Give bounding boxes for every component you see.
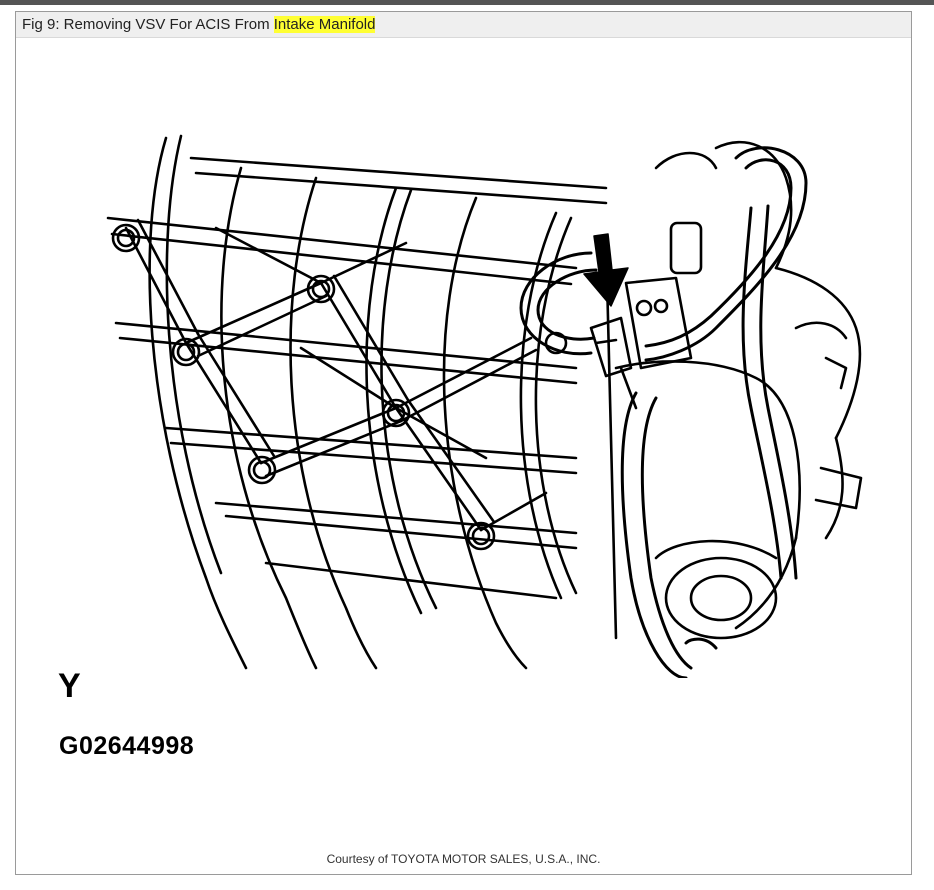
figure-frame — [15, 11, 912, 875]
vacuum-hoses — [521, 148, 806, 678]
caption-prefix: Fig 9: Removing VSV For ACIS From — [22, 16, 274, 33]
manifold-rails — [108, 158, 606, 598]
caption-highlight[interactable]: Intake Manifold — [273, 16, 376, 33]
intake-manifold-drawing — [16, 38, 911, 678]
credit-line: Courtesy of TOYOTA MOTOR SALES, U.S.A., INC. — [326, 852, 601, 866]
view-letter: Y — [58, 667, 81, 705]
figure-code: G02644998 — [59, 732, 195, 760]
runner-tubes — [150, 136, 576, 668]
vsv-valve — [546, 223, 701, 408]
engine-components — [606, 142, 861, 638]
figure-caption — [16, 12, 911, 38]
window-top-bar — [0, 0, 934, 5]
